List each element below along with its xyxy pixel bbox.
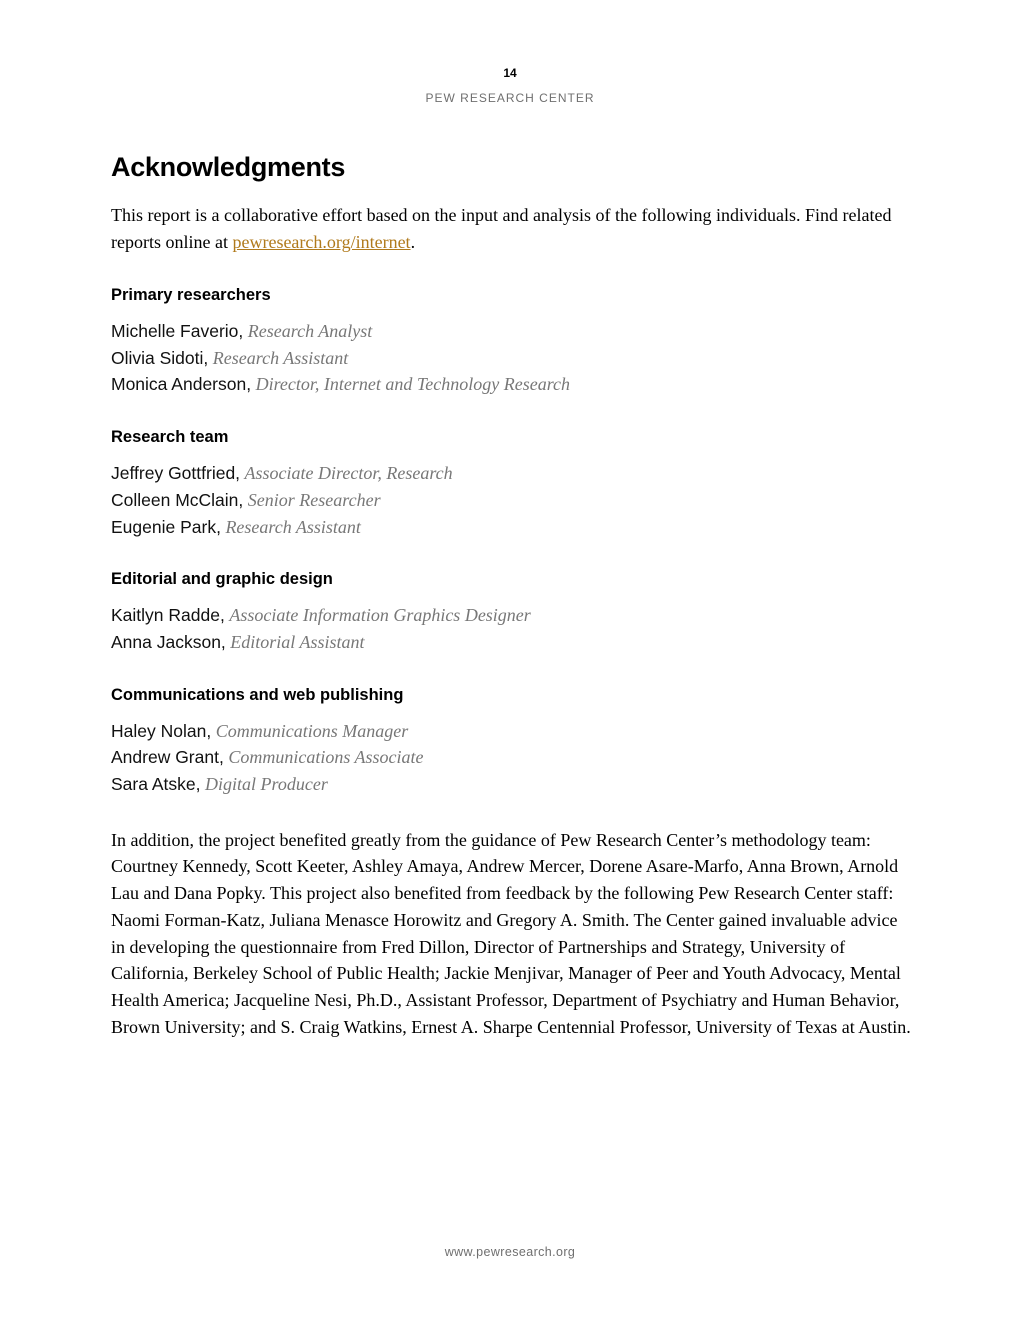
person-role: Associate Director, Research [244, 463, 453, 484]
person-role: Director, Internet and Technology Research [255, 374, 571, 395]
person-role: Research Assistant [212, 347, 349, 368]
person-name: Andrew Grant, [111, 747, 224, 768]
intro-paragraph [111, 202, 911, 256]
person-role: Digital Producer [205, 774, 328, 795]
person-name: Jeffrey Gottfried, [111, 463, 241, 484]
person-entry [111, 602, 911, 629]
section-heading: Editorial and graphic design [111, 570, 333, 589]
person-entry [111, 460, 911, 487]
person-entry [111, 718, 911, 745]
section-research-team [111, 426, 911, 540]
person-role: Senior Researcher [247, 489, 381, 510]
intro-text-end: . [410, 232, 416, 252]
person-entry [111, 371, 911, 398]
page-number: 14 [503, 66, 517, 80]
section-heading: Communications and web publishing [111, 685, 404, 704]
person-entry [111, 771, 911, 798]
person-entry [111, 487, 911, 514]
person-role: Associate Information Graphics Designer [229, 605, 531, 626]
person-role: Research Analyst [247, 321, 373, 341]
person-name: Colleen McClain, [111, 489, 244, 510]
section-heading: Primary researchers [111, 286, 271, 304]
page-title: Acknowledgments [111, 152, 346, 182]
person-name: Monica Anderson, [111, 374, 252, 395]
intro-text: This report is a collaborative effort based on the input and analysis of the following individuals. Find related reports online at [111, 205, 892, 252]
person-entry [111, 629, 911, 656]
section-primary-researchers [111, 284, 911, 398]
person-role: Research Assistant [225, 516, 361, 537]
person-name: Haley Nolan, [111, 720, 212, 741]
person-role: Communications Associate [228, 747, 424, 768]
person-entry [111, 345, 911, 372]
closing-paragraph: In addition, the project benefited greatly from the guidance of Pew Research Center’s methodology team: Courtney Kennedy, Scott Keeter, Ashley Amaya, Andrew Mercer, Dorene Asare-Marfo, Anna Brown, Arnold Lau and Dana Popky. This project also benefited from feedback by the following Pew Research Center staff: Naomi Forman-Katz, Juliana Menasce Horowitz and Gregory A. Smith. The Center gained invaluable advice in developing the questionnaire from Fred Dillon, Director of Partnerships and Strategy, University of California, Berkeley School of Public Health; Jackie Menjivar, Manager of Peer and Youth Advocacy, Mental Health America; Jacqueline Nesi, Ph.D., Assistant Professor, Department of Psychiatry and Human Behavior, Brown University; and S. Craig Watkins, Ernest A. Sharpe Centennial Professor, University of Texas at Austin. [111, 829, 911, 1037]
section-heading: Research team [111, 428, 229, 447]
person-name: Kaitlyn Radde, [111, 605, 225, 626]
person-name: Anna Jackson, [111, 631, 226, 652]
person-role: Editorial Assistant [230, 631, 365, 652]
person-role: Communications Manager [215, 720, 409, 741]
person-name: Michelle Faverio, [111, 321, 244, 341]
footer-url: www.pewresearch.org [444, 1245, 576, 1259]
section-communications-web-publishing [111, 684, 911, 798]
person-entry [111, 514, 911, 541]
person-entry [111, 744, 911, 771]
document-body [111, 150, 911, 1040]
internet-reports-link[interactable]: pewresearch.org/internet [232, 232, 411, 252]
organization-header: PEW RESEARCH CENTER [425, 91, 595, 105]
person-name: Eugenie Park, [111, 516, 221, 537]
section-editorial-graphic-design [111, 568, 911, 655]
person-name: Olivia Sidoti, [111, 347, 209, 368]
person-name: Sara Atske, [111, 774, 201, 795]
person-entry [111, 318, 911, 345]
